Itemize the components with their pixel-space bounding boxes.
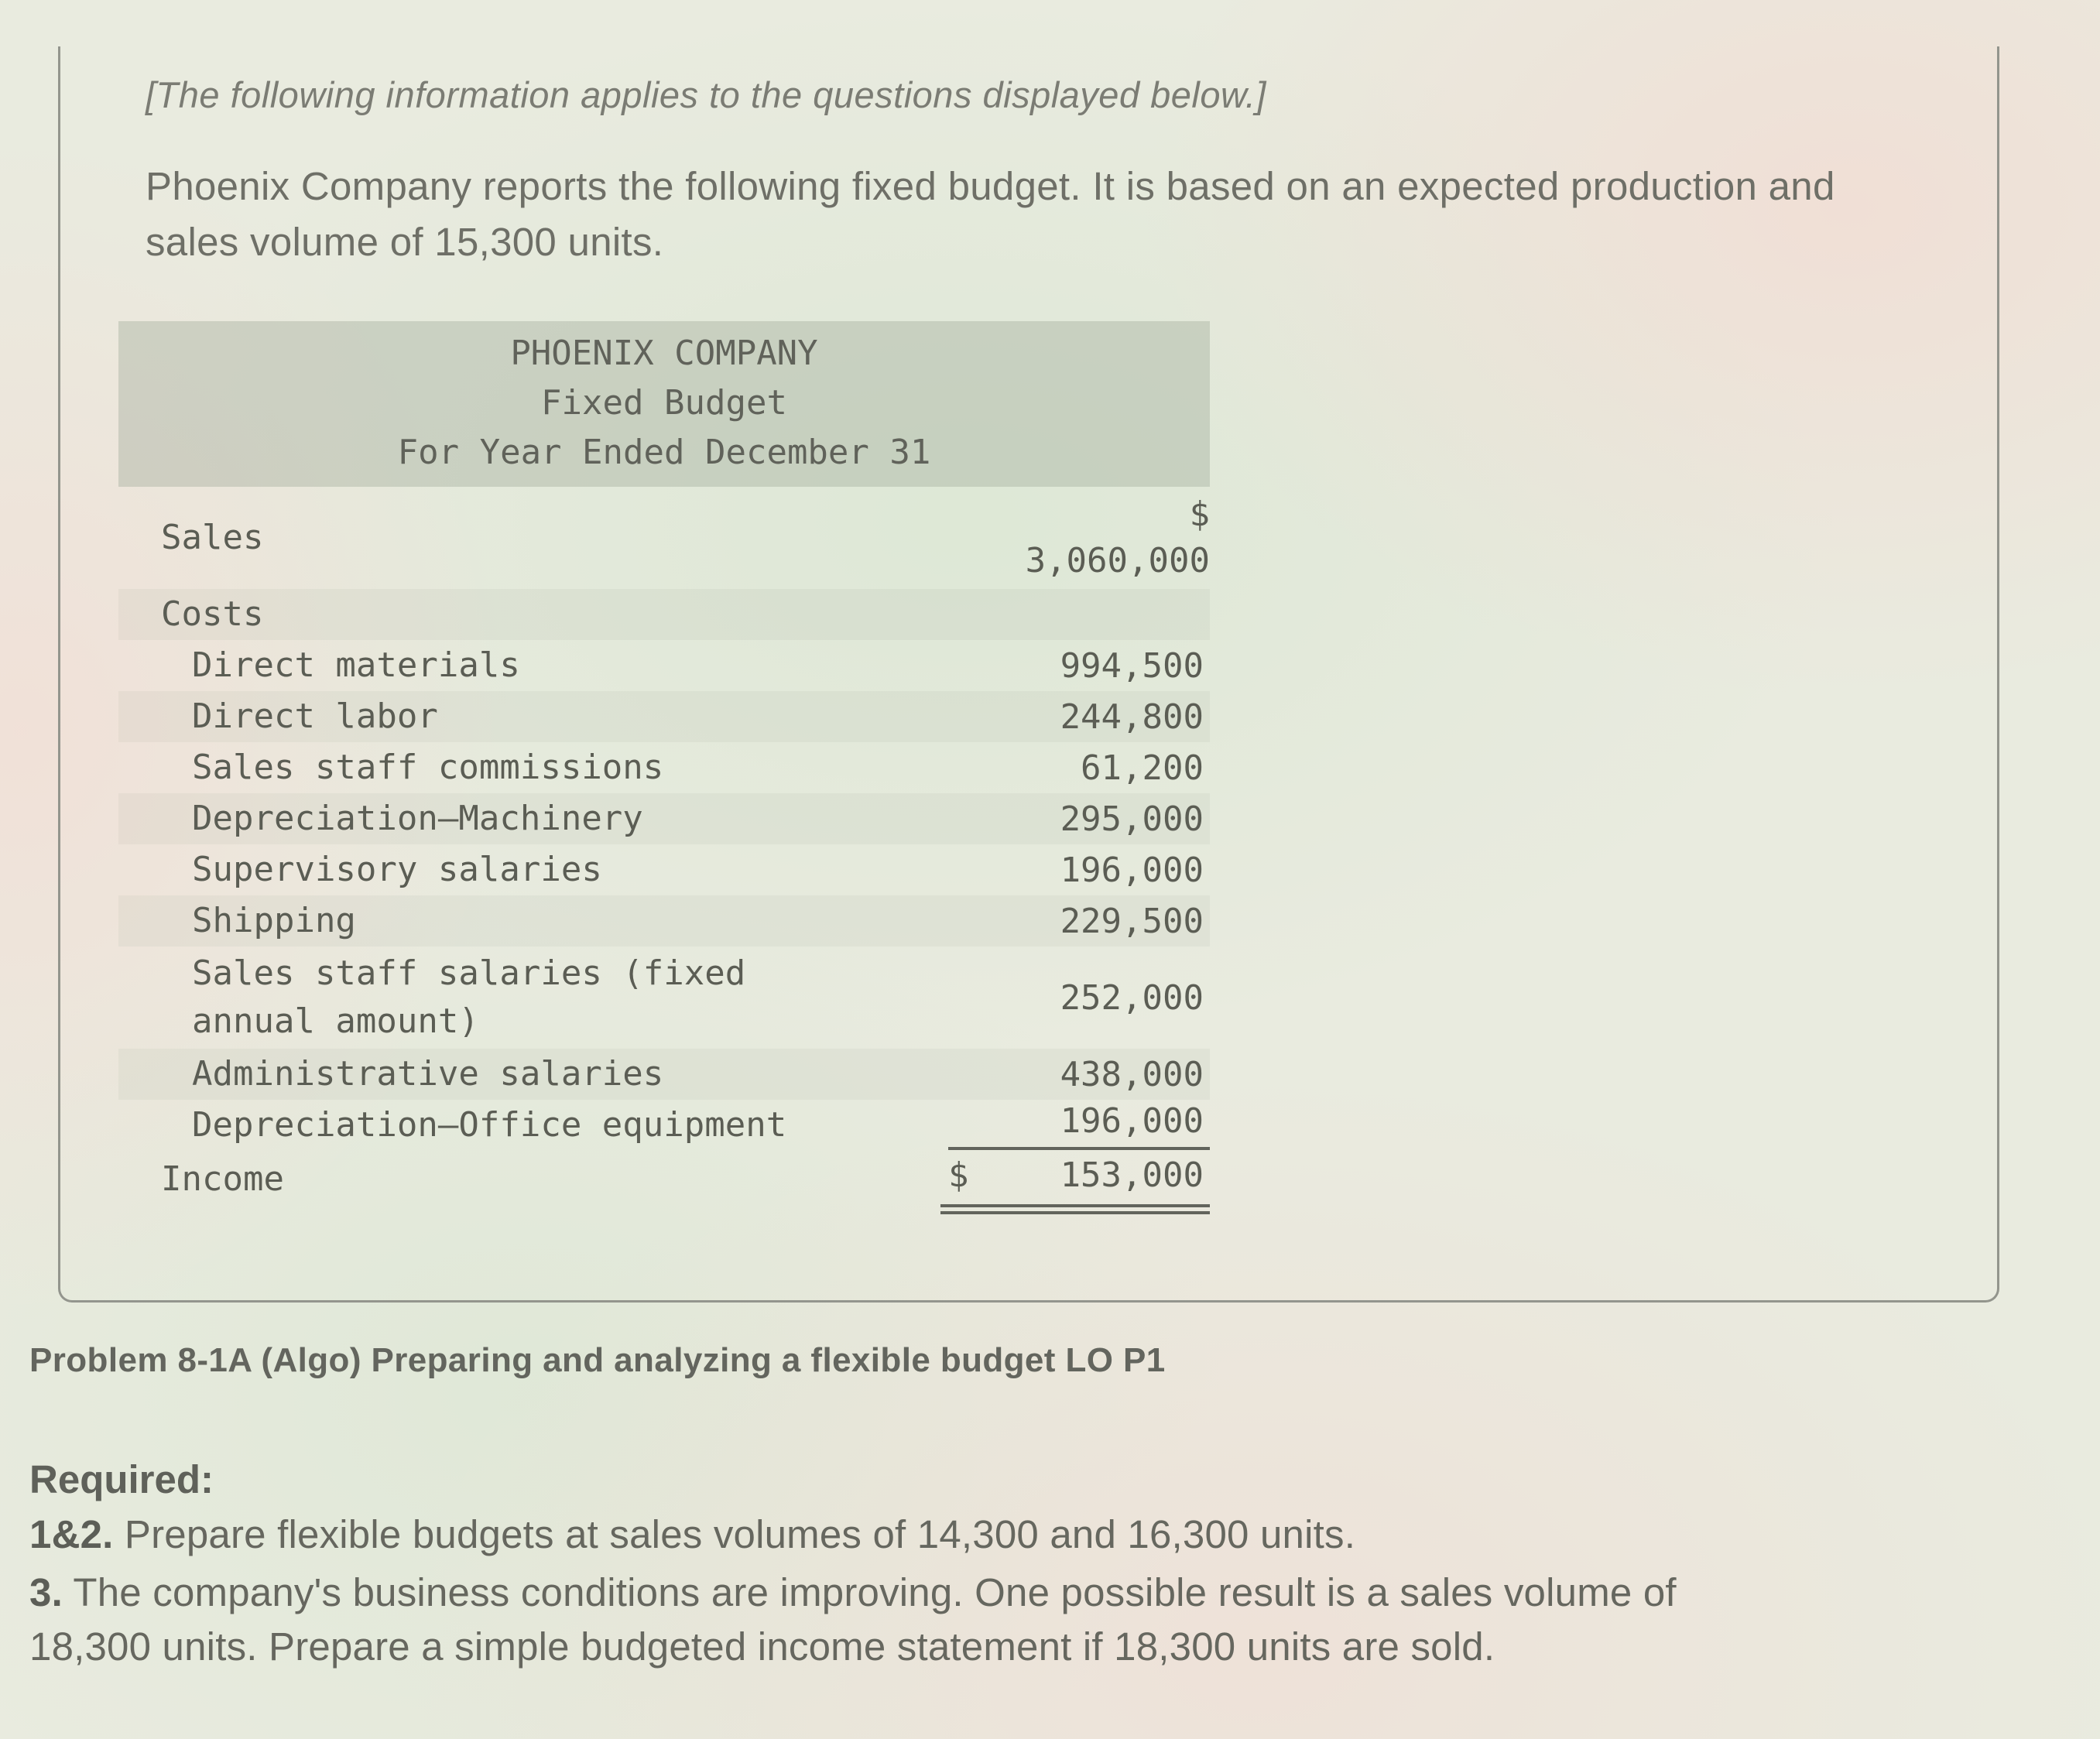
cost-value: 61,200	[1081, 748, 1204, 788]
income-value	[780, 1155, 1210, 1214]
cost-value: 252,000	[1060, 977, 1204, 1018]
income-amount: 153,000	[1060, 1155, 1204, 1195]
income-currency-sign: $	[948, 1155, 969, 1195]
cost-label: Sales staff salaries (fixed annual amount)	[192, 953, 746, 1041]
costs-label: Costs	[161, 594, 264, 634]
cost-label: Depreciation—Machinery	[192, 799, 643, 838]
cost-value: 229,500	[1060, 901, 1204, 941]
table-title-company: PHOENIX COMPANY	[510, 334, 818, 373]
table-row	[118, 691, 1210, 742]
cost-label: Direct labor	[192, 697, 438, 736]
context-note: [The following information applies to the questions displayed below.]	[146, 74, 1266, 115]
cost-value: 438,000	[1060, 1054, 1204, 1094]
table-row	[118, 895, 1210, 947]
cost-value: 244,800	[1060, 697, 1204, 737]
cost-label: Supervisory salaries	[192, 850, 602, 889]
table-row	[118, 1049, 1210, 1100]
table-row	[118, 793, 1210, 844]
problem-title: Problem 8-1A (Algo) Preparing and analyzing a flexible budget LO P1	[29, 1341, 1166, 1379]
cost-label: Direct materials	[192, 645, 520, 685]
problem-info-box	[58, 46, 1999, 1303]
cost-label: Administrative salaries	[192, 1054, 664, 1094]
table-row	[118, 844, 1210, 895]
cost-label: Sales staff commissions	[192, 748, 664, 787]
sales-value	[780, 491, 1210, 584]
required-label: Required:	[29, 1457, 214, 1501]
required-item-2	[29, 1566, 1794, 1673]
intro-paragraph: Phoenix Company reports the following fixed budget. It is based on an expected production and sales volume of 15,300 units.	[146, 164, 1835, 265]
required-item-number: 1&2.	[29, 1512, 114, 1556]
cost-value: 196,000	[1060, 850, 1204, 890]
table-header	[118, 321, 1210, 487]
cost-value: 196,000	[811, 1101, 1210, 1150]
required-items	[29, 1508, 1794, 1678]
required-item-text: Prepare flexible budgets at sales volumes of 14,300 and 16,300 units.	[124, 1512, 1356, 1556]
table-row	[118, 947, 1210, 1049]
table-row-income	[118, 1151, 1210, 1230]
fixed-budget-table	[118, 321, 1210, 1230]
table-row	[118, 742, 1210, 793]
sales-amount: 3,060,000	[1025, 541, 1210, 580]
cost-value: 295,000	[1060, 799, 1204, 839]
required-item-1	[29, 1508, 1794, 1561]
cost-label: Shipping	[192, 901, 356, 940]
table-row	[118, 1100, 1210, 1151]
required-item-text: The company's business conditions are improving. One possible result is a sales volume of 18,300 units. Prepare a simple budgeted income statement if 18,300 units are sold.	[29, 1570, 1677, 1669]
cost-label: Depreciation—Office equipment	[192, 1105, 787, 1145]
required-item-number: 3.	[29, 1570, 63, 1615]
sales-label: Sales	[161, 518, 264, 557]
cost-value: 994,500	[1060, 645, 1204, 686]
table-title-report: Fixed Budget	[541, 383, 787, 423]
table-row-sales	[118, 487, 1210, 589]
table-row	[118, 640, 1210, 691]
table-row-costs-heading	[118, 589, 1210, 640]
income-label: Income	[161, 1159, 284, 1199]
table-title-period: For Year Ended December 31	[397, 433, 931, 472]
sales-currency-sign: $	[1189, 495, 1210, 534]
